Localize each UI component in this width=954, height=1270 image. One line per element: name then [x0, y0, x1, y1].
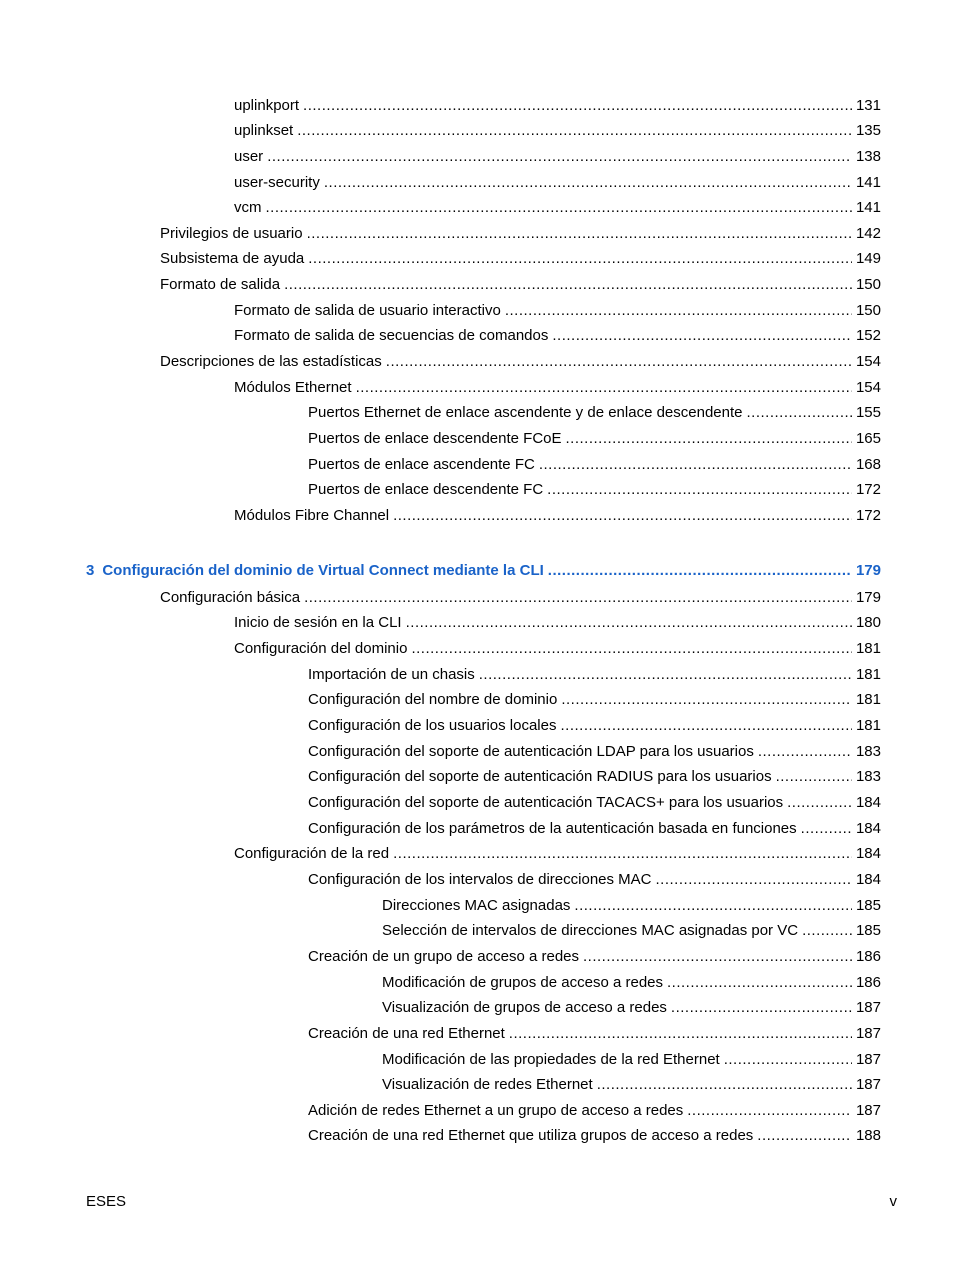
toc-page-number: 149	[855, 250, 881, 267]
toc-page-number: 165	[855, 430, 881, 447]
toc-entry-title: Inicio de sesión en la CLI	[234, 614, 402, 631]
toc-page-number: 142	[855, 225, 881, 242]
toc-leader-dots	[667, 973, 852, 993]
toc-entry[interactable]	[234, 378, 881, 398]
toc-page-number: 181	[855, 640, 881, 657]
toc-page-number: 141	[855, 174, 881, 191]
toc-leader-dots	[801, 819, 852, 839]
toc-entry-title: Subsistema de ayuda	[160, 250, 305, 267]
footer-page-number: v	[889, 1193, 897, 1210]
toc-leader-dots	[324, 173, 852, 193]
toc-page-number: 138	[855, 148, 881, 165]
toc-entry-title: Modificación de grupos de acceso a redes	[382, 974, 664, 991]
toc-page-number: 188	[855, 1127, 881, 1144]
toc-entry-title: Formato de salida de secuencias de comandos	[234, 327, 549, 344]
toc-entry-title: Formato de salida	[160, 276, 281, 293]
toc-page-number: 179	[855, 589, 881, 606]
toc-page-number: 185	[855, 922, 881, 939]
toc-entry-title: Módulos Fibre Channel	[234, 507, 390, 524]
toc-chapter-entry[interactable]	[86, 561, 881, 581]
toc-page-number: 150	[855, 302, 881, 319]
toc-entry[interactable]	[308, 716, 881, 736]
toc-entry[interactable]	[160, 352, 881, 372]
toc-leader-dots	[547, 480, 852, 500]
toc-entry[interactable]	[234, 301, 881, 321]
toc-page-number: 187	[855, 1076, 881, 1093]
toc-entry[interactable]	[382, 896, 881, 916]
toc-leader-dots	[267, 147, 852, 167]
toc-entry-title: Puertos de enlace descendente FCoE	[308, 430, 562, 447]
toc-leader-dots	[393, 506, 852, 526]
toc-entry[interactable]	[382, 1050, 881, 1070]
toc-entry-title: Visualización de grupos de acceso a redes	[382, 999, 667, 1016]
toc-page-number: 172	[855, 481, 881, 498]
toc-entry-title: Configuración de los intervalos de direcciones MAC	[308, 871, 652, 888]
toc-entry[interactable]	[234, 639, 881, 659]
toc-entry-title: Configuración del soporte de autenticación LDAP para los usuarios	[308, 743, 754, 760]
toc-page-number: 152	[855, 327, 881, 344]
toc-entry[interactable]	[160, 224, 881, 244]
toc-page-number: 168	[855, 456, 881, 473]
toc-entry[interactable]	[308, 665, 881, 685]
toc-page-number: 185	[855, 897, 881, 914]
toc-leader-dots	[539, 455, 852, 475]
toc-page-number: 155	[855, 404, 881, 421]
toc-page-number: 181	[855, 691, 881, 708]
toc-entry[interactable]	[382, 973, 881, 993]
toc-entry-title: Configuración de los usuarios locales	[308, 717, 557, 734]
toc-entry[interactable]	[234, 147, 881, 167]
toc-page-number: 154	[855, 353, 881, 370]
footer-language-code: ESES	[86, 1193, 127, 1210]
toc-entry[interactable]	[308, 429, 881, 449]
toc-leader-dots	[724, 1050, 852, 1070]
toc-leader-dots	[574, 896, 852, 916]
toc-leader-dots	[758, 742, 852, 762]
toc-leader-dots	[307, 224, 852, 244]
toc-leader-dots	[266, 198, 852, 218]
toc-entry-title: Configuración del soporte de autenticación RADIUS para los usuarios	[308, 768, 772, 785]
toc-leader-dots	[746, 403, 851, 423]
toc-page-number: 183	[855, 743, 881, 760]
toc-page-number: 187	[855, 999, 881, 1016]
toc-entry[interactable]	[234, 613, 881, 633]
toc-entry[interactable]	[160, 275, 881, 295]
toc-entry-title: uplinkset	[234, 122, 294, 139]
toc-entry[interactable]	[308, 1024, 881, 1044]
toc-entry[interactable]	[308, 947, 881, 967]
toc-entry-title: uplinkport	[234, 97, 300, 114]
toc-entry-title: Puertos de enlace descendente FC	[308, 481, 544, 498]
toc-entry-title: Configuración del dominio	[234, 640, 408, 657]
toc-leader-dots	[386, 352, 852, 372]
toc-entry[interactable]	[308, 1126, 881, 1146]
toc-entry[interactable]	[308, 690, 881, 710]
toc-leader-dots	[356, 378, 852, 398]
toc-entry-title: Puertos de enlace ascendente FC	[308, 456, 535, 473]
toc-entry[interactable]	[382, 1075, 881, 1095]
toc-entry[interactable]	[308, 403, 881, 423]
toc-entry-title: Direcciones MAC asignadas	[382, 897, 571, 914]
toc-entry-title: Configuración del nombre de dominio	[308, 691, 558, 708]
toc-leader-dots	[548, 561, 852, 581]
toc-entry[interactable]	[234, 198, 881, 218]
toc-leader-dots	[560, 716, 851, 736]
toc-page-number: 141	[855, 199, 881, 216]
toc-leader-dots	[656, 870, 852, 890]
toc-entry[interactable]	[308, 742, 881, 762]
toc-entry-title: user-security	[234, 174, 320, 191]
toc-entry-title: Privilegios de usuario	[160, 225, 303, 242]
toc-page-number: 187	[855, 1025, 881, 1042]
toc-page-number: 181	[855, 717, 881, 734]
toc-leader-dots	[561, 690, 852, 710]
toc-leader-dots	[304, 588, 852, 608]
toc-entry-title: Descripciones de las estadísticas	[160, 353, 382, 370]
toc-page-number: 186	[855, 948, 881, 965]
toc-entry-title: Configuración del soporte de autenticación TACACS+ para los usuarios	[308, 794, 784, 811]
toc-leader-dots	[509, 1024, 852, 1044]
toc-entry[interactable]	[234, 121, 881, 141]
toc-entry[interactable]	[382, 921, 881, 941]
toc-leader-dots	[393, 844, 852, 864]
toc-page-number: 184	[855, 871, 881, 888]
toc-leader-dots	[303, 96, 852, 116]
toc-entry-title: Configuración de la red	[234, 845, 390, 862]
toc-page-number: 184	[855, 845, 881, 862]
toc-entry-title: Creación de una red Ethernet que utiliza grupos de acceso a redes	[308, 1127, 754, 1144]
toc-entry[interactable]	[160, 588, 881, 608]
toc-entry[interactable]	[308, 1101, 881, 1121]
toc-entry[interactable]	[308, 870, 881, 890]
toc-page-number: 131	[855, 97, 881, 114]
toc-entry[interactable]	[234, 844, 881, 864]
toc-page-number: 181	[855, 666, 881, 683]
chapter-number: 3	[86, 562, 95, 579]
toc-page-number: 180	[855, 614, 881, 631]
toc-entry-title: Visualización de redes Ethernet	[382, 1076, 593, 1093]
toc-entry[interactable]	[308, 480, 881, 500]
toc-leader-dots	[505, 301, 852, 321]
toc-entry-title: Puertos Ethernet de enlace ascendente y de enlace descendente	[308, 404, 743, 421]
toc-leader-dots	[787, 793, 852, 813]
toc-page-number: 150	[855, 276, 881, 293]
toc-page-number: 187	[855, 1051, 881, 1068]
toc-entry-title: Modificación de las propiedades de la red Ethernet	[382, 1051, 720, 1068]
toc-page-number: 186	[855, 974, 881, 991]
toc-entry[interactable]	[234, 96, 881, 116]
toc-entry[interactable]	[308, 819, 881, 839]
toc-entry[interactable]	[382, 998, 881, 1018]
toc-entry[interactable]	[160, 249, 881, 269]
toc-leader-dots	[552, 326, 852, 346]
toc-leader-dots	[757, 1126, 852, 1146]
toc-entry-title: user	[234, 148, 264, 165]
toc-leader-dots	[687, 1101, 852, 1121]
toc-page-number: 187	[855, 1102, 881, 1119]
toc-leader-dots	[308, 249, 852, 269]
toc-entry[interactable]	[308, 793, 881, 813]
toc-leader-dots	[776, 767, 852, 787]
toc-entry[interactable]	[234, 173, 881, 193]
toc-page-number: 172	[855, 507, 881, 524]
toc-leader-dots	[671, 998, 852, 1018]
toc-leader-dots	[411, 639, 852, 659]
toc-entry-title: Módulos Ethernet	[234, 379, 352, 396]
toc-entry-title: Configuración de los parámetros de la autenticación basada en funciones	[308, 820, 797, 837]
toc-leader-dots	[583, 947, 852, 967]
toc-entry-title: Selección de intervalos de direcciones MAC asignadas por VC	[382, 922, 799, 939]
toc-entry-title: Configuración básica	[160, 589, 301, 606]
toc-entry-title: Importación de un chasis	[308, 666, 475, 683]
toc-entry[interactable]	[308, 455, 881, 475]
toc-entry[interactable]	[234, 326, 881, 346]
toc-leader-dots	[406, 613, 852, 633]
toc-leader-dots	[802, 921, 852, 941]
toc-entry[interactable]	[234, 506, 881, 526]
toc-entry-title: Adición de redes Ethernet a un grupo de acceso a redes	[308, 1102, 684, 1119]
toc-entry-title: Creación de una red Ethernet	[308, 1025, 505, 1042]
toc-leader-dots	[284, 275, 852, 295]
toc-page-number: 135	[855, 122, 881, 139]
toc-leader-dots	[566, 429, 852, 449]
toc-leader-dots	[597, 1075, 852, 1095]
toc-page-number: 183	[855, 768, 881, 785]
toc-leader-dots	[297, 121, 852, 141]
toc-page-number: 184	[855, 820, 881, 837]
toc-page-number: 179	[855, 562, 881, 579]
toc-chapter-title: Configuración del dominio de Virtual Connect mediante la CLI	[102, 562, 544, 579]
toc-entry-title: Formato de salida de usuario interactivo	[234, 302, 501, 319]
toc-entry-title: vcm	[234, 199, 262, 216]
toc-entry[interactable]	[308, 767, 881, 787]
toc-leader-dots	[479, 665, 852, 685]
toc-page-number: 184	[855, 794, 881, 811]
toc-entry-title: Creación de un grupo de acceso a redes	[308, 948, 580, 965]
toc-page-number: 154	[855, 379, 881, 396]
